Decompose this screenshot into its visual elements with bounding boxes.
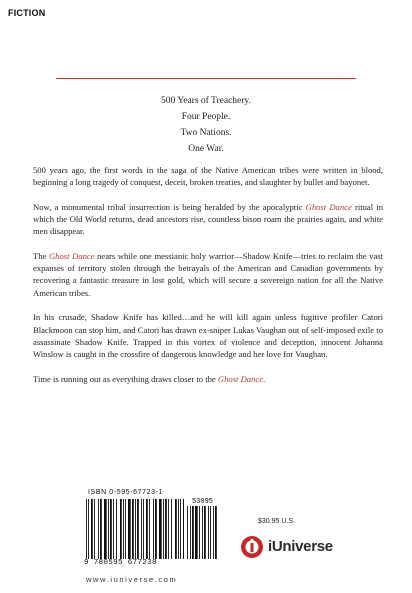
barcode-bar	[100, 499, 102, 559]
barcode-bar	[104, 499, 107, 559]
barcode-bar	[113, 499, 114, 559]
iuniverse-logo-icon	[240, 535, 266, 559]
barcode-bar	[123, 499, 124, 559]
book-title-mention: Ghost Dance	[305, 201, 352, 212]
barcode-bar	[141, 499, 142, 559]
barcode-bar	[215, 506, 217, 559]
text-span: The	[33, 251, 49, 262]
tagline-line: One War.	[188, 144, 224, 154]
synopsis-paragraph-4: In his crusade, Shadow Knife has killed…and he will kill again unless fugitive profiler Catori Blackmoon can stop him, and Catori has drawn ex-sniper Lukas Vaughan out of self-imposed exile to assassinate Shadow Knife. Trapped in this vortex of violence and deception, innocent Johanna Winslow is caught in the crossfire of dangerous knowledge and her love for Vaughan.	[33, 312, 383, 359]
barcode-bar	[178, 499, 179, 559]
barcode-bar	[190, 506, 191, 559]
barcode-bar	[132, 499, 134, 559]
barcode-bar	[204, 506, 206, 559]
barcode-bar	[187, 506, 188, 559]
barcode-bar	[137, 499, 139, 559]
barcode-bar	[153, 499, 154, 559]
barcode-bar	[149, 499, 150, 559]
barcode-bar	[91, 499, 93, 559]
text-span: Time is running out as everything draws closer to the	[33, 373, 218, 384]
barcode-bar	[86, 499, 87, 559]
barcode-bar	[120, 499, 122, 559]
barcode-bar	[202, 506, 203, 559]
genre-label: FICTION	[8, 8, 46, 18]
synopsis-paragraph-3	[33, 250, 383, 299]
barcode-bar	[213, 506, 214, 559]
barcode-addon-number: 53095	[191, 498, 213, 506]
publisher-logo	[240, 535, 350, 559]
tagline-line: Four People.	[181, 112, 231, 122]
barcode-bar	[110, 499, 112, 559]
barcode-bar	[195, 506, 198, 559]
text-span: .	[263, 373, 266, 384]
ean-number: 9 780595 677238	[84, 559, 157, 567]
tagline	[0, 93, 412, 157]
barcode-bar	[146, 499, 148, 559]
publisher-url: www.iuniverse.com	[86, 575, 178, 584]
barcode-bar	[108, 499, 109, 559]
barcode-bar	[163, 499, 164, 559]
barcode-bar	[98, 499, 99, 559]
text-span: ritual in which the Old World returns, dead ancestors rise, countless bison roam the prairies again, and white men disappear.	[33, 201, 384, 237]
barcode-bar	[208, 506, 209, 559]
barcode-bar	[143, 499, 144, 559]
red-divider	[56, 78, 356, 79]
barcode-bar	[171, 499, 172, 559]
barcode-bar	[128, 499, 131, 559]
barcode-bar	[165, 499, 167, 559]
barcode-bar	[183, 499, 184, 559]
text-span: Now, a monumental tribal insurrection is being heralded by the apocalyptic	[33, 201, 306, 212]
tagline-line: 500 Years of Treachery.	[161, 96, 251, 106]
synopsis-paragraph-5	[33, 373, 383, 385]
barcode-bar	[159, 499, 162, 559]
barcode-bar	[210, 506, 211, 559]
barcode-bar	[88, 499, 89, 559]
synopsis-paragraph-1: 500 years ago, the first words in the saga of the Native American tribes were written in blood, beginning a long tragedy of conquest, deceit, broken treaties, and slaughter by bullet and bayonet.	[33, 165, 383, 188]
barcode-bar	[168, 499, 169, 559]
synopsis	[33, 164, 383, 397]
barcode-bar	[94, 499, 95, 559]
barcode-bar	[192, 506, 194, 559]
price-label: $30.95 U.S.	[258, 518, 295, 525]
barcode-bar	[155, 499, 157, 559]
synopsis-paragraph-2	[33, 201, 383, 238]
book-title-mention: Ghost Dance	[48, 251, 95, 262]
barcode-bar	[125, 499, 126, 559]
publisher-name: iUniverse	[268, 538, 333, 555]
isbn-label: ISBN 0-595-67723-1	[88, 489, 164, 496]
barcode-bar	[135, 499, 136, 559]
barcode-bar	[180, 499, 181, 559]
tagline-line: Two Nations.	[180, 128, 232, 138]
book-title-mention: Ghost Dance	[217, 373, 264, 384]
barcode-bar	[175, 499, 177, 559]
barcode-bar	[199, 506, 200, 559]
addon-barcode-icon	[187, 506, 218, 559]
barcode-bar	[116, 499, 117, 559]
text-span: nears while one messianic holy warrior—Shadow Knife—tries to reclaim the vast expanses of territory stolen through the betrayals of the American and Canadian governments by recovering a fantastic treasure in lost gold, which will secure a sovereign nation for all the Native American tribes.	[33, 251, 383, 298]
ean-barcode-icon	[86, 499, 184, 559]
